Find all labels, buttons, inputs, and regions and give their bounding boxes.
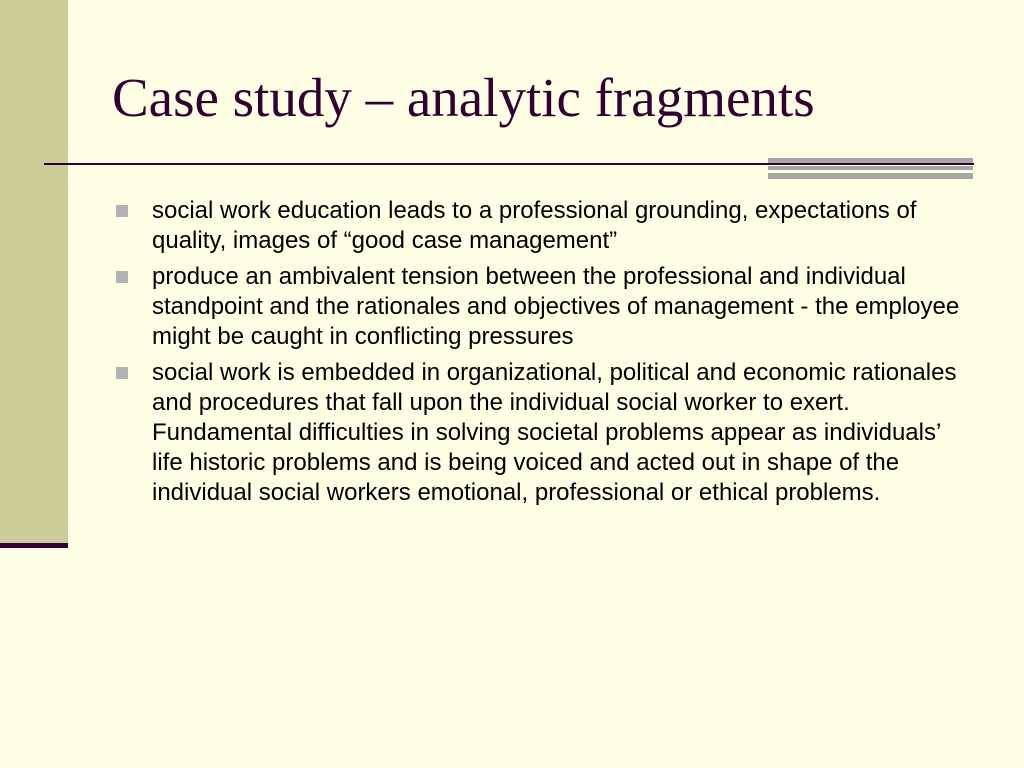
stripe [768, 158, 973, 163]
square-bullet-icon [116, 367, 128, 379]
bullet-item [112, 196, 962, 256]
stripe [768, 173, 973, 179]
square-bullet-icon [116, 271, 128, 283]
square-bullet-icon [116, 205, 128, 217]
bullet-list [112, 196, 962, 514]
side-decoration-rule [0, 543, 68, 548]
decorative-stripes [768, 158, 973, 180]
side-decoration-bar [0, 0, 68, 545]
bullet-item [112, 262, 962, 352]
slide-title: Case study – analytic fragments [112, 67, 815, 128]
stripe [768, 166, 973, 170]
bullet-text: produce an ambivalent tension between the professional and individual standpoint and the rationales and objectives of management - the employee might be caught in conflicting pressures [152, 263, 960, 350]
bullet-item [112, 358, 962, 508]
bullet-text: social work is embedded in organizational, political and economic rationales and procedures that fall upon the individual social worker to exert. Fundamental difficulties in solving societal problems appear as individuals’ life historic problems and is being voiced and acted out in shape of the individual social workers emotional, professional or ethical problems. [152, 359, 957, 506]
bullet-text: social work education leads to a professional grounding, expectations of quality, images of “good case management” [152, 197, 917, 254]
